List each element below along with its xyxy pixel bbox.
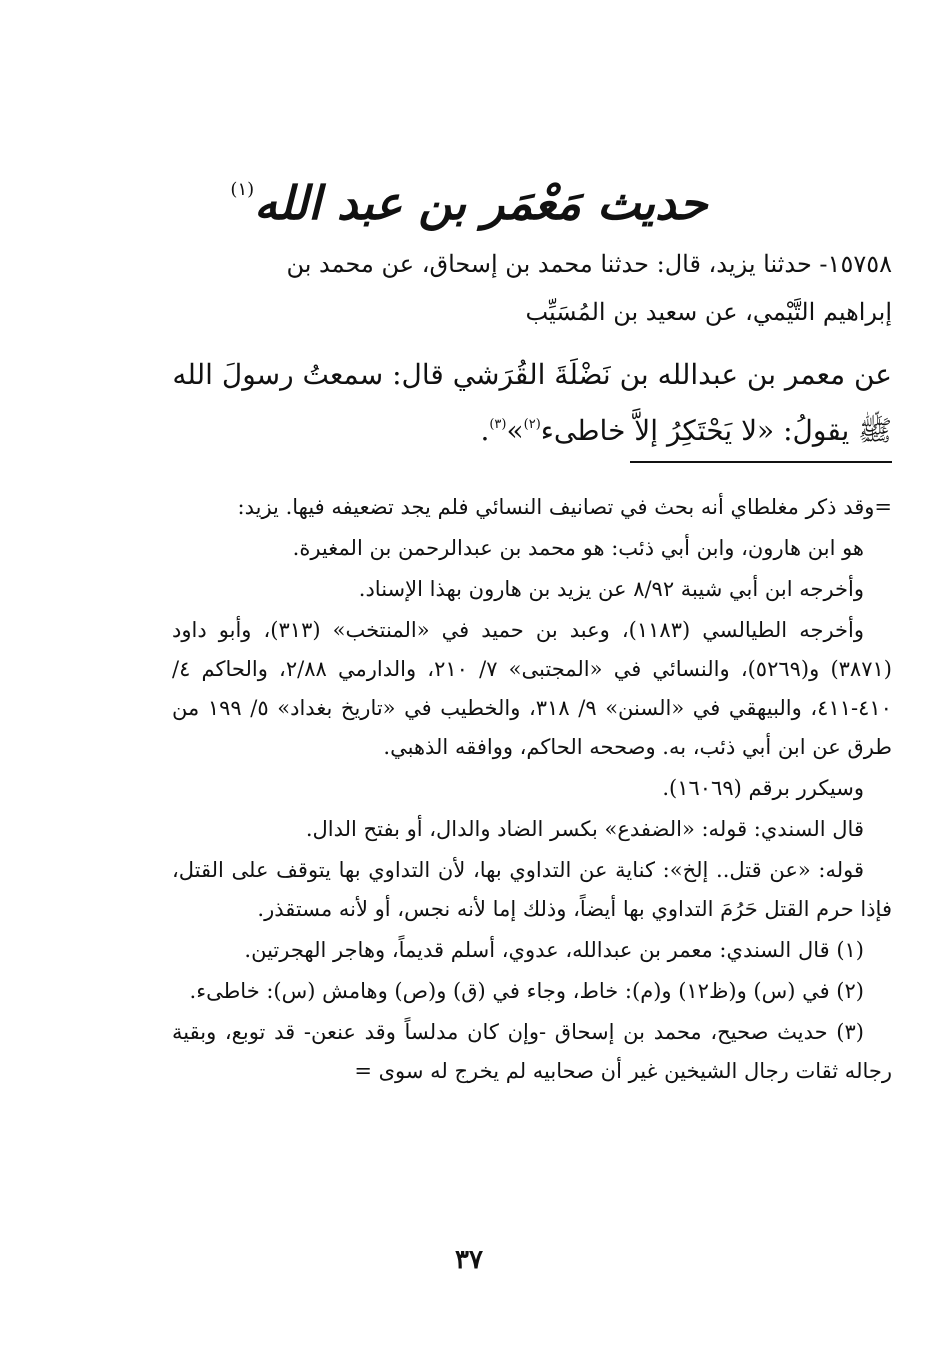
footnote-paragraph: قال السندي: قوله: «الضفدع» بكسر الضاد والدال، أو بفتح الدال.: [305, 817, 864, 841]
footnote-paragraph: وأخرجه ابن أبي شيبة ٨/٩٢ عن يزيد بن هارون بهذا الإسناد.: [358, 577, 864, 601]
footnote-2: (٢) في (س) و(ظ١٢) و(م): خاط، وجاء في (ق) و(ص) وهامش (س): خاطىء.: [189, 979, 864, 1003]
footnote-ref: (٢): [523, 417, 541, 432]
footnote-paragraph: هو ابن هارون، وابن أبي ذئب: هو محمد بن عبدالرحمن بن المغيرة.: [292, 536, 864, 560]
page-number: ٣٧: [455, 1245, 483, 1275]
footnote-1: (١) قال السندي: معمر بن عبدالله، عدوي، أسلم قديماً، وهاجر الهجرتين.: [244, 938, 864, 962]
title-footnote-ref: (١): [230, 179, 255, 200]
footnote-paragraph: وسيكرر برقم (١٦٠٦٩).: [662, 776, 864, 800]
footnote-paragraph: قوله: «عن قتل.. إلخ»: كناية عن التداوي بها، لأن التداوي بها يتوقف على القتل، فإذا حرم القتل حَرُمَ التداوي بها أيضاً، وذلك إما لأنه نجس، أو لأنه مستقذر.: [172, 858, 892, 921]
hadith-section-title: [0, 160, 938, 233]
footnote-paragraph: وأخرجه الطيالسي (١١٨٣)، وعبد بن حميد في «المنتخب» (٣١٣)، وأبو داود (٣٨٧١) و(٥٢٦٩)، والنسائي في «المجتبى» ٧/ ٢١٠، والدارمي ٢/٨٨، والحاكم ٤/ ٤١٠-٤١١، والبيهقي في «السنن» ٩/ ٣١٨، والخطيب في «تاريخ بغداد» ٥/ ١٩٩ من طرق عن ابن أبي ذئب، به. وصححه الحاكم، ووافقه الذهبي.: [172, 618, 892, 759]
isnad-line: إبراهيم التَّيْمي، عن سعيد بن المُسَيِّب: [525, 298, 892, 326]
footnote-3: (٣) حديث صحيح، محمد بن إسحاق -وإن كان مدلساً وقد عنعن- قد توبع، وبقية رجاله ثقات رجال الشيخين غير أن صحابيه لم يخرج له سوى =: [172, 1020, 892, 1083]
hadith-text: [172, 240, 892, 456]
matn-text: ﷺ يقولُ: «لا يَحْتَكِرُ إلاَّ خاطىء: [540, 414, 892, 447]
footnote-continuation: =وقد ذكر مغلطاي أنه بحث في تصانيف النسائي فلم يجد تضعيفه فيها. يزيد:: [237, 495, 892, 519]
footnote-separator: [630, 461, 892, 463]
full-stop: .: [480, 414, 490, 447]
isnad-line: ١٥٧٥٨- حدثنا يزيد، قال: حدثنا محمد بن إسحاق، عن محمد بن: [286, 250, 892, 278]
footnotes: [172, 488, 892, 1093]
footnote-ref: (٣): [489, 417, 507, 432]
matn: [172, 350, 892, 456]
closing-quote: »: [506, 414, 524, 447]
matn-line: عن معمر بن عبدالله بن نَضْلَةَ القُرَشي قال: سمعتُ رسولَ الله: [172, 358, 892, 391]
matn-line: [172, 400, 892, 456]
title-text: حديث مَعْمَر بن عبد الله: [254, 176, 708, 230]
